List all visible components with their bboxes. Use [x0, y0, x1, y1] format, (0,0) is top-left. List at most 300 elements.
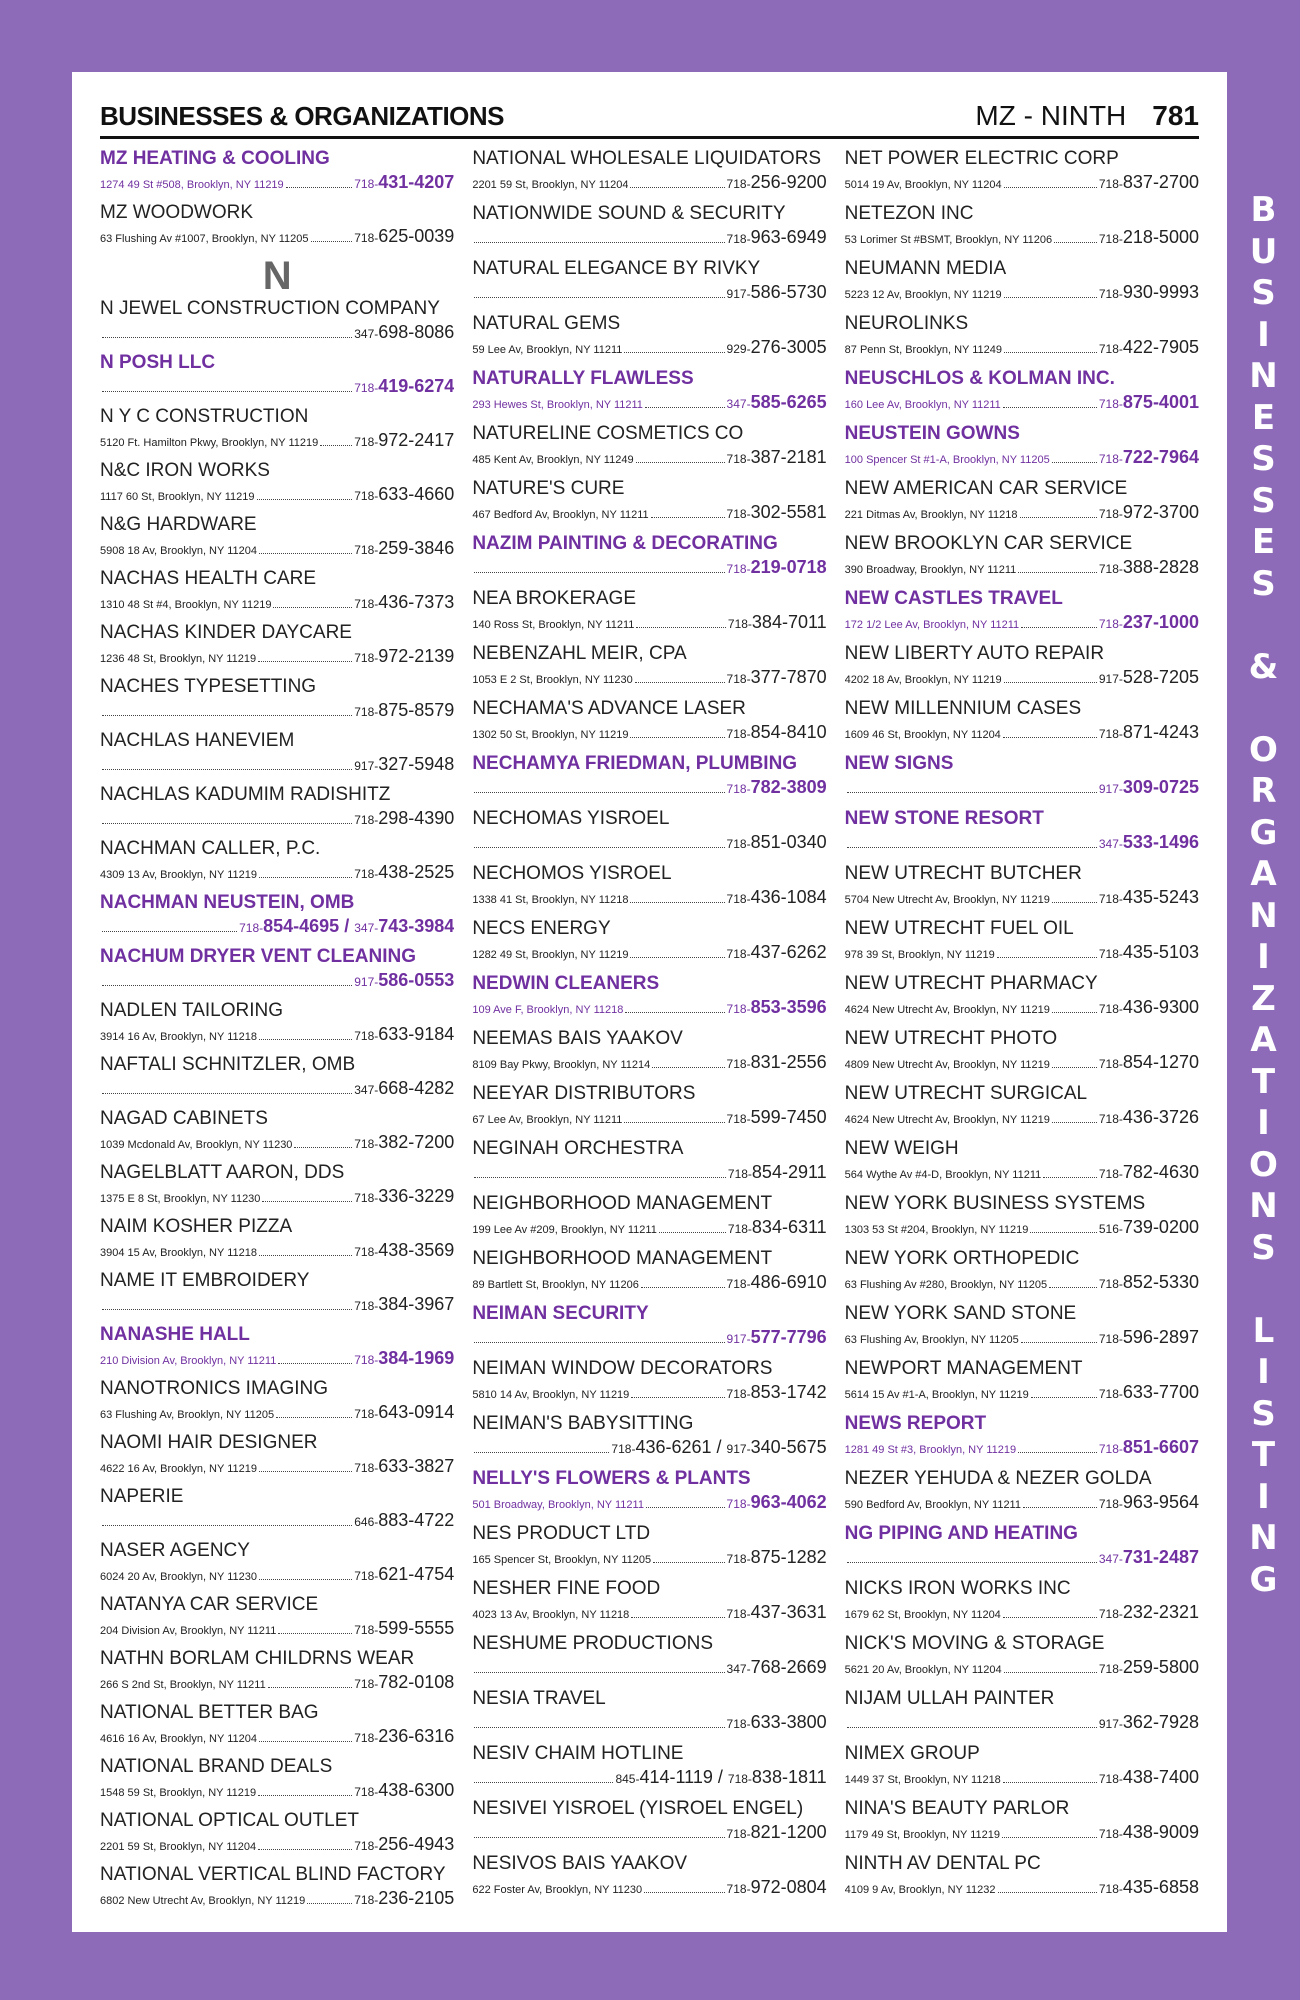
business-address: 210 Division Av, Brooklyn, NY 11211 — [100, 1355, 277, 1367]
dot-leader — [311, 241, 353, 242]
phone-number — [1099, 777, 1199, 798]
phone-digits: 972-2417 — [378, 430, 455, 450]
listing-entry — [472, 1303, 826, 1358]
listing-entry — [845, 588, 1199, 643]
dot-leader — [636, 627, 726, 628]
phone-digits: 854-2911 — [751, 1162, 827, 1182]
business-name: NAGAD CABINETS — [100, 1108, 268, 1129]
listing-entry — [472, 1193, 826, 1248]
business-name: N JEWEL CONSTRUCTION COMPANY — [100, 298, 440, 319]
dot-leader — [259, 1579, 352, 1580]
listing-detail-line — [845, 337, 1199, 358]
side-banner-letter: B — [1250, 190, 1277, 230]
business-name: NANOTRONICS IMAGING — [100, 1378, 329, 1399]
business-name: NEIMAN SECURITY — [472, 1303, 649, 1324]
listing-detail-line — [845, 612, 1199, 633]
side-banner-letter: A — [1250, 854, 1277, 894]
business-address: 109 Ave F, Brooklyn, NY 11218 — [472, 1004, 624, 1016]
business-name: NATURAL ELEGANCE BY RIVKY — [472, 258, 761, 279]
listing-entry — [100, 1000, 454, 1054]
listing-detail-line — [100, 1834, 454, 1855]
dot-leader — [1052, 1067, 1097, 1068]
listing-detail-line — [100, 1780, 454, 1801]
area-code: 718- — [726, 947, 751, 961]
phone-number — [727, 1547, 827, 1568]
dot-leader — [653, 1562, 724, 1563]
business-name: NESIV CHAIM HOTLINE — [472, 1743, 684, 1764]
phone-digits: 577-7796 — [750, 1327, 827, 1347]
dot-leader — [1003, 1617, 1097, 1618]
phone-digits: 871-4243 — [1122, 722, 1199, 742]
listing-entry — [845, 423, 1199, 478]
area-code: 718- — [1098, 1662, 1123, 1676]
phone-number — [1099, 1822, 1199, 1843]
listing-column-3 — [845, 148, 1199, 1918]
listing-entry — [845, 973, 1199, 1028]
listing-entry — [472, 258, 826, 313]
dot-leader — [262, 1201, 352, 1202]
phone-digits: 436-7373 — [378, 592, 455, 612]
phone-digits: 438-6300 — [378, 1780, 455, 1800]
side-banner-letter: I — [1257, 1103, 1270, 1143]
phone-digits: 782-0108 — [378, 1672, 455, 1692]
side-banner-letter: N — [1249, 356, 1278, 396]
business-name: NAPERIE — [100, 1486, 184, 1507]
phone-digits: 384-7011 — [751, 612, 827, 632]
business-name: NACHLAS HANEVIEM — [100, 730, 295, 751]
side-banner-letter: E — [1251, 397, 1276, 438]
business-address: 1274 49 St #508, Brooklyn, NY 11219 — [100, 179, 284, 191]
business-name: NEW UTRECHT SURGICAL — [844, 1083, 1088, 1104]
listing-detail-line — [845, 1217, 1199, 1238]
dot-leader — [474, 1837, 724, 1838]
listing-entry — [845, 368, 1199, 423]
listing-entry — [100, 1756, 454, 1810]
business-name: MZ WOODWORK — [100, 202, 254, 223]
area-code: 718- — [354, 867, 379, 881]
dot-leader — [1021, 627, 1097, 628]
business-address: 4622 16 Av, Brooklyn, NY 11219 — [100, 1463, 257, 1475]
business-address: 1117 60 St, Brooklyn, NY 11219 — [100, 491, 255, 503]
phone-number — [1099, 557, 1199, 578]
listing-entry — [472, 148, 826, 203]
phone-number — [615, 1767, 826, 1788]
business-name: NEGINAH ORCHESTRA — [472, 1138, 684, 1159]
business-name: NESIVEI YISROEL (YISROEL ENGEL) — [472, 1798, 804, 1819]
listing-detail-line — [100, 1564, 454, 1585]
business-name: N POSH LLC — [100, 352, 216, 373]
phone-digits: 972-0804 — [750, 1877, 827, 1897]
listing-detail-line — [845, 1877, 1199, 1898]
area-code: 917- — [354, 759, 379, 773]
area-code: 718- — [1098, 232, 1123, 246]
area-code: 718- — [354, 1245, 379, 1259]
phone-digits: 633-7700 — [1122, 1382, 1199, 1402]
business-address: 5223 12 Av, Brooklyn, NY 11219 — [844, 289, 1002, 301]
side-banner-letter: Z — [1251, 978, 1276, 1019]
business-address: 8109 Bay Pkwy, Brooklyn, NY 11214 — [472, 1059, 651, 1071]
area-code: 917- — [726, 287, 751, 301]
dot-leader — [1052, 462, 1097, 463]
area-code: 718- — [354, 1569, 379, 1583]
area-code: 718- — [1098, 562, 1123, 576]
listing-columns — [100, 148, 1199, 1918]
business-address: 1282 49 St, Brooklyn, NY 11219 — [472, 949, 629, 961]
business-name: NICKS IRON WORKS INC — [844, 1578, 1071, 1599]
area-code: 347- — [1098, 1552, 1123, 1566]
phone-digits: 336-3229 — [378, 1186, 455, 1206]
listing-entry — [100, 1540, 454, 1594]
listing-detail-line — [472, 1877, 826, 1898]
dot-leader — [102, 931, 237, 932]
area-code: 718- — [726, 1827, 751, 1841]
listing-entry — [472, 753, 826, 808]
area-code: 347- — [726, 397, 751, 411]
listing-detail-line — [100, 1024, 454, 1045]
phone-number — [1099, 1052, 1199, 1073]
phone-digits: 259-5800 — [1122, 1657, 1199, 1677]
listing-entry — [845, 533, 1199, 588]
business-address: 4809 New Utrecht Av, Brooklyn, NY 11219 — [844, 1059, 1050, 1071]
business-name: NEW UTRECHT PHOTO — [844, 1028, 1058, 1049]
dot-leader — [474, 1727, 724, 1728]
business-address: 467 Bedford Av, Brooklyn, NY 11211 — [472, 509, 649, 521]
listing-detail-line — [472, 997, 826, 1018]
dot-leader — [102, 391, 352, 392]
phone-separator: / — [711, 1437, 727, 1457]
listing-entry — [100, 676, 454, 730]
listing-detail-line — [100, 1078, 454, 1099]
dot-leader — [102, 1093, 352, 1094]
listing-entry — [845, 808, 1199, 863]
listing-entry — [472, 863, 826, 918]
business-address: 160 Lee Av, Brooklyn, NY 11211 — [844, 399, 1001, 411]
phone-digits: 256-4943 — [378, 1834, 455, 1854]
listing-entry — [100, 946, 454, 1000]
business-name: NG PIPING AND HEATING — [844, 1523, 1078, 1544]
listing-detail-line — [472, 1547, 826, 1568]
listing-detail-line — [472, 1602, 826, 1623]
area-code: 718- — [354, 1839, 379, 1853]
dot-leader — [268, 1687, 352, 1688]
phone-digits: 327-5948 — [378, 754, 455, 774]
area-code: 718- — [1098, 1057, 1123, 1071]
phone-digits: 436-6261 — [635, 1437, 712, 1457]
business-name: NECHAMA'S ADVANCE LASER — [472, 698, 746, 719]
listing-detail-line — [472, 447, 826, 468]
listing-detail-line — [845, 667, 1199, 688]
listing-detail-line — [845, 1602, 1199, 1623]
area-code: 917- — [1098, 1717, 1123, 1731]
side-banner-letter: N — [1249, 1186, 1278, 1226]
business-address: 63 Flushing Av #1007, Brooklyn, NY 11205 — [100, 233, 309, 245]
business-name: NATIONAL OPTICAL OUTLET — [100, 1810, 360, 1831]
listing-detail-line — [100, 754, 454, 775]
phone-number — [239, 916, 454, 937]
phone-digits: 436-9300 — [1122, 997, 1199, 1017]
phone-separator: / — [712, 1767, 728, 1787]
phone-number — [354, 1456, 454, 1477]
listing-detail-line — [845, 1272, 1199, 1293]
phone-digits: 782-4630 — [1122, 1162, 1199, 1182]
business-address: 1053 E 2 St, Brooklyn, NY 11230 — [472, 674, 633, 686]
phone-number — [354, 1078, 454, 1099]
dot-leader — [646, 1507, 725, 1508]
business-name: NEWS REPORT — [844, 1413, 987, 1434]
area-code: 718- — [726, 1277, 751, 1291]
business-address: 4624 New Utrecht Av, Brooklyn, NY 11219 — [844, 1004, 1050, 1016]
listing-entry — [100, 838, 454, 892]
business-name: NEW LIBERTY AUTO REPAIR — [844, 643, 1105, 664]
side-banner-letter: S — [1251, 1393, 1276, 1434]
phone-digits: 722-7964 — [1122, 447, 1199, 467]
business-name: NETEZON INC — [844, 203, 974, 224]
listing-entry — [472, 588, 826, 643]
listing-entry — [100, 352, 454, 406]
listing-detail-line — [845, 392, 1199, 413]
phone-digits: 218-5000 — [1122, 227, 1199, 247]
phone-digits: 259-3846 — [378, 538, 455, 558]
area-code: 718- — [354, 1353, 379, 1367]
business-name: N&G HARDWARE — [100, 514, 257, 535]
business-address: 390 Broadway, Brooklyn, NY 11211 — [844, 564, 1017, 576]
business-name: NELLY'S FLOWERS & PLANTS — [472, 1468, 751, 1489]
phone-number — [1099, 1877, 1199, 1898]
listing-entry — [472, 1853, 826, 1908]
business-name: NEIGHBORHOOD MANAGEMENT — [472, 1248, 773, 1269]
listing-entry — [845, 918, 1199, 973]
listing-detail-line — [100, 1294, 454, 1315]
business-address: 1281 49 St #3, Brooklyn, NY 11219 — [844, 1444, 1017, 1456]
listing-detail-line — [100, 1456, 454, 1477]
phone-number — [354, 1294, 454, 1315]
phone-number — [727, 1877, 827, 1898]
phone-digits: 362-7928 — [1122, 1712, 1199, 1732]
phone-number — [354, 538, 454, 559]
area-code: 718- — [727, 617, 752, 631]
listing-entry — [472, 533, 826, 588]
phone-number — [1099, 1657, 1199, 1678]
area-code: 516- — [1098, 1222, 1123, 1236]
listing-entry — [472, 1578, 826, 1633]
listing-entry — [472, 1248, 826, 1303]
phone-number — [1099, 1602, 1199, 1623]
listing-entry — [100, 1648, 454, 1702]
listing-detail-line — [100, 592, 454, 613]
dot-leader — [1021, 1342, 1097, 1343]
listing-entry — [472, 1798, 826, 1853]
area-code: 718- — [726, 1552, 751, 1566]
dot-leader — [1052, 1012, 1097, 1013]
business-name: NAME IT EMBROIDERY — [100, 1270, 310, 1291]
business-name: NIJAM ULLAH PAINTER — [844, 1688, 1055, 1709]
business-name: NEDWIN CLEANERS — [472, 973, 660, 994]
dot-leader — [474, 297, 724, 298]
dot-leader — [474, 572, 724, 573]
area-code: 718- — [726, 1112, 751, 1126]
listing-entry — [100, 1864, 454, 1918]
phone-digits: 930-9993 — [1122, 282, 1199, 302]
business-address: 5810 14 Av, Brooklyn, NY 11219 — [472, 1389, 630, 1401]
side-banner-letter: U — [1249, 231, 1278, 272]
dot-leader — [631, 1617, 724, 1618]
listing-detail-line — [472, 1767, 826, 1788]
phone-digits: 831-2556 — [750, 1052, 827, 1072]
business-address: 67 Lee Av, Brooklyn, NY 11211 — [472, 1114, 623, 1126]
phone-digits: 528-7205 — [1122, 667, 1199, 687]
phone-number — [1099, 942, 1199, 963]
business-address: 199 Lee Av #209, Brooklyn, NY 11211 — [472, 1224, 657, 1236]
phone-number — [1099, 1327, 1199, 1348]
phone-number — [1099, 997, 1199, 1018]
business-name: NAIM KOSHER PIZZA — [100, 1216, 293, 1237]
dot-leader — [630, 902, 724, 903]
phone-number — [354, 646, 454, 667]
phone-number — [1099, 887, 1199, 908]
business-name: NACHUM DRYER VENT CLEANING — [100, 946, 416, 967]
listing-entry — [472, 1523, 826, 1578]
listing-detail-line — [472, 832, 826, 853]
listing-entry — [100, 1216, 454, 1270]
listing-entry — [472, 808, 826, 863]
business-address: 1236 48 St, Brooklyn, NY 11219 — [100, 653, 257, 665]
listing-entry — [845, 1028, 1199, 1083]
business-address: 1449 37 St, Brooklyn, NY 11218 — [844, 1774, 1001, 1786]
dot-leader — [1004, 682, 1097, 683]
dot-leader — [1043, 1177, 1097, 1178]
phone-digits: 533-1496 — [1122, 832, 1199, 852]
listing-detail-line — [845, 172, 1199, 193]
side-banner-letter: A — [1250, 1020, 1277, 1060]
listing-detail-line — [100, 226, 454, 247]
phone-number — [354, 700, 454, 721]
dot-leader — [998, 1892, 1097, 1893]
area-code: 718- — [726, 782, 751, 796]
business-address: 485 Kent Av, Brooklyn, NY 11249 — [472, 454, 634, 466]
phone-number — [354, 1510, 454, 1531]
phone-number — [1099, 447, 1199, 468]
area-code: 718- — [354, 1893, 379, 1907]
business-name: NEBENZAHL MEIR, CPA — [472, 643, 687, 664]
dot-leader — [474, 1177, 726, 1178]
phone-digits: 309-0725 — [1122, 777, 1199, 797]
listing-detail-line — [472, 282, 826, 303]
listing-entry — [472, 1413, 826, 1468]
listing-detail-line — [472, 1327, 826, 1348]
dot-leader — [102, 985, 352, 986]
business-name: NECHOMAS YISROEL — [472, 808, 670, 829]
phone-number — [354, 1780, 454, 1801]
phone-digits: 963-9564 — [1122, 1492, 1199, 1512]
phone-number — [727, 282, 827, 303]
area-code: 718- — [354, 1137, 379, 1151]
dot-leader — [278, 1363, 352, 1364]
business-name: NEW YORK ORTHOPEDIC — [844, 1248, 1080, 1269]
side-banner-gap — [1258, 1269, 1270, 1311]
business-address: 1039 Mcdonald Av, Brooklyn, NY 11230 — [100, 1139, 293, 1151]
area-code: 718- — [1098, 397, 1123, 411]
listing-entry — [845, 753, 1199, 808]
phone-digits: 384-1969 — [378, 1348, 455, 1368]
business-name: NATIONAL WHOLESALE LIQUIDATORS — [472, 148, 822, 169]
business-address: 1548 59 St, Brooklyn, NY 11219 — [100, 1787, 257, 1799]
area-code: 718- — [726, 452, 751, 466]
phone-digits: 852-5330 — [1122, 1272, 1199, 1292]
listing-detail-line — [472, 227, 826, 248]
side-banner-letter: N — [1249, 1518, 1278, 1558]
business-address: 1179 49 St, Brooklyn, NY 11219 — [844, 1829, 1000, 1841]
side-banner-letter: N — [1249, 895, 1278, 936]
phone-number — [354, 1726, 454, 1747]
listing-entry — [100, 1324, 454, 1378]
dot-leader — [997, 957, 1097, 958]
area-code: 718- — [726, 1387, 751, 1401]
business-name: NESHER FINE FOOD — [472, 1578, 661, 1599]
dot-leader — [847, 1727, 1097, 1728]
listing-entry — [845, 1743, 1199, 1798]
listing-entry — [845, 1523, 1199, 1578]
side-banner-letter: I — [1257, 1476, 1270, 1517]
listing-detail-line — [845, 1382, 1199, 1403]
listing-detail-line — [100, 1186, 454, 1207]
phone-number — [1099, 1107, 1199, 1128]
side-banner-letter: T — [1251, 1061, 1276, 1102]
listing-entry — [845, 1578, 1199, 1633]
listing-entry — [100, 1432, 454, 1486]
business-name: NEEMAS BAIS YAAKOV — [472, 1028, 683, 1049]
phone-number — [727, 722, 827, 743]
phone-number — [1099, 227, 1199, 248]
phone-digits: 851-0340 — [750, 832, 827, 852]
area-code: 718- — [1098, 1002, 1123, 1016]
phone-number — [354, 1240, 454, 1261]
phone-number — [354, 808, 454, 829]
listing-entry — [100, 1702, 454, 1756]
listing-detail-line — [472, 1492, 826, 1513]
business-name: NASER AGENCY — [100, 1540, 250, 1561]
phone-digits: 883-4722 — [378, 1510, 455, 1530]
area-code: 718- — [354, 1029, 379, 1043]
area-code: 718- — [1098, 727, 1123, 741]
side-banner-letter: G — [1249, 1559, 1278, 1600]
dot-leader — [1004, 187, 1097, 188]
phone-digits: 232-2321 — [1122, 1602, 1199, 1622]
phone-digits: 838-1811 — [751, 1767, 827, 1787]
listing-detail-line — [845, 1327, 1199, 1348]
listing-entry — [100, 622, 454, 676]
business-name: NESHUME PRODUCTIONS — [472, 1633, 714, 1654]
listing-entry — [845, 863, 1199, 918]
phone-number — [354, 862, 454, 883]
listing-column-1 — [100, 148, 454, 1918]
listing-entry — [845, 1468, 1199, 1523]
area-code: 718- — [354, 1677, 379, 1691]
phone-number — [727, 227, 827, 248]
listing-detail-line — [100, 430, 454, 451]
business-address: 63 Flushing Av, Brooklyn, NY 11205 — [100, 1409, 275, 1421]
area-code: 718- — [239, 921, 264, 935]
dot-leader — [474, 1452, 609, 1453]
business-address: 5614 15 Av #1-A, Brooklyn, NY 11219 — [844, 1389, 1029, 1401]
area-code: 917- — [726, 1332, 751, 1346]
dot-leader — [1003, 407, 1097, 408]
dot-leader — [1054, 242, 1097, 243]
phone-digits: 236-2105 — [378, 1888, 455, 1908]
dot-leader — [1020, 517, 1097, 518]
phone-number — [727, 777, 827, 798]
phone-number — [1099, 1492, 1199, 1513]
business-name: NATURE'S CURE — [472, 478, 625, 499]
